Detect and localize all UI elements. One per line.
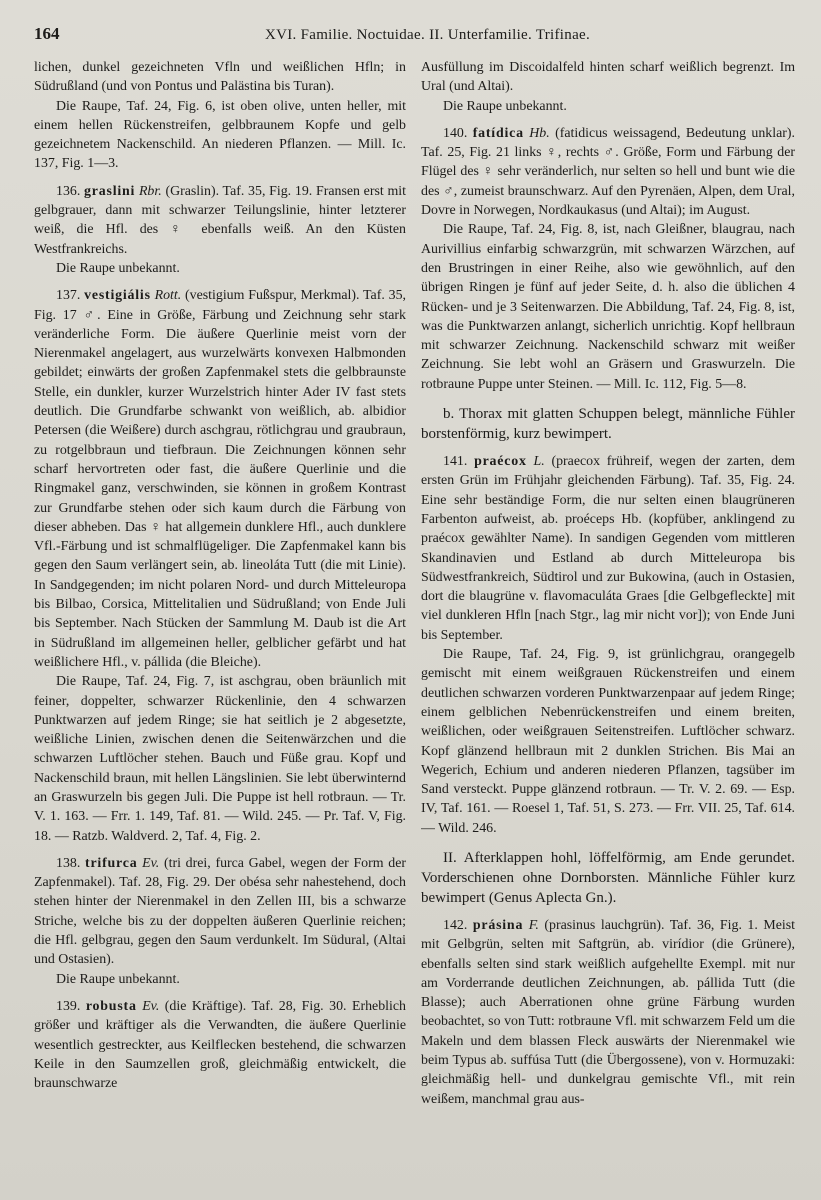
species-entry	[34, 997, 406, 1093]
species-name: graslini	[84, 183, 136, 199]
entry-text: (tri drei, furca Gabel, wegen der Form der Zapfenmakel). Taf. 28, Fig. 29. Der obésa sehr nahestehend, doch stehen hinter der Nierenmakel in den Zellen III, bis a schwarze Striche, welche bis zu der doppelten äußeren Querlinie reichen; die Hfl. gelbgrau, gegen den Saum verdunkelt. Im Südural, (Altai und Ostasien).	[34, 855, 406, 968]
entry-number: 141.	[443, 454, 475, 470]
entry-text: (die Kräftige). Taf. 28, Fig. 30. Erheblich größer und kräftiger als die Verwandten, die äußere Querlinie wesentlich gestreckter, aus Keilflecken bestehend, die schwarzen Keile in den Saumzellen groß, gleichmäßig entwickelt, die braunschwarze	[34, 998, 406, 1092]
page-number: 164	[34, 24, 60, 43]
author-abbrev: Ev.	[137, 855, 164, 871]
author-abbrev: Ev.	[136, 998, 165, 1014]
continued-paragraph: lichen, dunkel gezeichneten Vfln und weißlichen Hfln; in Südrußland (und von Pontus und Palästina bis Turan).	[34, 60, 406, 95]
author-abbrev: F.	[523, 917, 545, 933]
species-entry	[34, 182, 406, 259]
entry-number: 140.	[443, 125, 473, 141]
entry-number: 142.	[443, 917, 473, 933]
page-header	[34, 24, 791, 54]
paragraph: Die Raupe, Taf. 24, Fig. 6, ist oben olive, unten heller, mit einem hellen Rückenstreifen, gelbbraunem Kopfe und gelb gezeichnetem Nackenschild. An niederen Pflanzen. — Mill. Ic. 137, Fig. 1—3.	[34, 98, 406, 172]
entry-text: (praecox frühreif, wegen der zarten, dem ersten Grün im Frühjahr gleichenden Färbung). Taf. 35, Fig. 24. Eine sehr beständige Form, die nur selten einen blaugrüneren Farbenton aufweist, ab. proéceps Hb. (kopfüber, anklingend zu praécox gewählter Name). In sandigen Gegenden vom mittleren Skandinavien und Estland ab durch Mitteleuropa bis Südwestfrankreich, Südtirol und zur Bukowina, (auch in Ostasien, dort die blaugrüne v. flavomaculáta Graes [die Gelbgefleckte] mit viel dunkleren Hfln [nach Stgr., lag mir nicht vor]); von Ende Juni bis September.	[421, 454, 795, 643]
species-entry	[421, 124, 795, 220]
species-name: trifurca	[85, 855, 138, 871]
entry-text: (fatidicus weissagend, Bedeutung unklar). Taf. 25, Fig. 21 links ♀, rechts ♂. Größe, Form und Färbung der Flügel des ♀ sehr veränderlich, nur selten so hell und bunt wie die des ♂, zumeist braunschwarz. Auf den Pyrenäen, Alpen, dem Ural, Dovre in Norwegen, Nordkaukasus (und Altai); im August.	[421, 125, 795, 219]
entry-number: 138.	[56, 855, 86, 871]
species-entry	[421, 452, 795, 645]
species-entry	[34, 854, 406, 970]
paragraph: Die Raupe, Taf. 24, Fig. 8, ist, nach Gleißner, blaugrau, nach Aurivillius einfarbig schwarzgrün, mit schwarzen Wärzchen, auf den Brustringen in einer Reihe, also wie gewöhnlich, auf den übrigen Ringen je fünf auf jeder Seite, d. h. also die üblichen 4 Rücken- und je 3 Seitenwarzen. Die Abbildung, Taf. 24, Fig. 8, ist, was die Punktwarzen anlangt, sicherlich unrichtig. Kopf hellbraun mit schwarzer Zeichnung. Nackenschild schwarz mit weißer Zeichnung. Sie lebt wohl an Gräsern und Graswurzeln. Die rotbraune Puppe unter Steinen. — Mill. Ic. 112, Fig. 5—8.	[421, 222, 795, 392]
author-abbrev: Rbr.	[135, 183, 166, 199]
entry-text: (prasinus lauchgrün). Taf. 36, Fig. 1. Meist mit Gelbgrün, selten mit Saftgrün, ab. virídior (die Grünere), ebenfalls selten sind stark weißlich aufgehellte Exempl. mit nur am Vorderrande deutlichen Zeichnungen, ab. pállida Tutt (die Blasse); auch Aberrationen ohne grüne Färbung wurden beobachtet, so von Tutt: rotbraune Vfl. mit schwarzem Feld um die Makeln und dem blassen Fleck auswärts der Nierenmakel wie beim Typus ab. suffúsa Tutt (die Übergossene), von v. Hormuzaki: gleichmäßig hell- und dunkelgrau gemischte Vfl., mit rein weißem, manchmal grau aus-	[421, 917, 795, 1107]
entry-number: 137.	[56, 288, 85, 304]
species-name: prásina	[472, 917, 524, 933]
entry-number: 139.	[56, 998, 86, 1014]
species-entry	[421, 916, 795, 1109]
right-column	[421, 58, 795, 1186]
paragraph: Die Raupe unbekannt.	[56, 971, 180, 987]
species-entry	[34, 286, 406, 672]
author-abbrev: Hb.	[523, 125, 556, 141]
running-title: XVI. Familie. Noctuidae. II. Unterfamilie. Trifinae.	[264, 27, 591, 43]
author-abbrev: Rott.	[150, 288, 186, 304]
author-abbrev: L.	[526, 454, 552, 470]
paragraph: Die Raupe, Taf. 24, Fig. 9, ist grünlichgrau, orangegelb gemischt mit einem weißgrauen Rückenstreifen und einem deutlichen schwarzen vorderen Punktwarzenpaar auf jedem Ringe; einem gelblichen Nebenrückenstreifen und einem breiten, weißlichen, oder weißgrauen Seitenstreifen. Luftlöcher schwarz. Kopf glänzend hellbraun mit 2 dunklen Strichen. Bis Mai an Wegerich, Echium und anderen niederen Pflanzen, tagsüber im Sand versteckt. Puppe glänzend rotbraun. — Tr. V. 2. 69. — Esp. IV, Taf. 161. — Roesel 1, Taf. 51, S. 273. — Frr. VII. 25, Taf. 614. — Wild. 246.	[421, 647, 795, 836]
entry-text: (Graslin). Taf. 35, Fig. 19. Fransen erst mit gelbgrauer, dann mit schwarzer Teilungslinie, hinter letzterer weiß, die Hfl. des ♀ ebenfalls weiß. An den Küsten Westfrankreichs.	[34, 183, 406, 257]
paragraph: Die Raupe unbekannt.	[56, 260, 180, 276]
left-column	[34, 58, 406, 1186]
paragraph: Die Raupe unbekannt.	[443, 98, 567, 114]
species-name: fatídica	[472, 125, 524, 141]
species-name: praécox	[474, 454, 527, 470]
paragraph: Die Raupe, Taf. 24, Fig. 7, ist aschgrau, oben bräunlich mit feiner, doppelter, schwarzer Rückenlinie, den 4 schwarzen Punktwarzen auf jedem Ringe; sie hat seitlich je 2 abgesetzte, weißliche Linien, zwischen denen die Seitenwärzchen und die schwarzen Luftlöcher stehen. Bauch und Füße grau. Kopf und Nackenschild braun, mit hellen Längslinien. Sie lebt überwinternd an Graswurzeln bis gegen Juli. Die Puppe ist hell rotbraun. — Tr. V. 1. 163. — Frr. 1. 149, Taf. 81. — Wild. 245. — Pr. Taf. V, Fig. 18. — Ratzb. Waldverd. 2, Taf. 4, Fig. 2.	[34, 674, 406, 844]
continued-paragraph: Ausfüllung im Discoidalfeld hinten scharf weißlich begrenzt. Im Ural (und Altai).	[421, 60, 795, 95]
species-name: robusta	[85, 998, 137, 1014]
species-name: vestigiális	[84, 288, 151, 304]
section-heading: II. Afterklappen hohl, löffelförmig, am Ende gerundet. Vorderschienen ohne Dornborsten. Männliche Fühler kurz bewimpert (Genus Aplecta Gn.).	[421, 849, 795, 906]
section-heading: b. Thorax mit glatten Schuppen belegt, männliche Fühler borstenförmig, kurz bewimpert.	[421, 406, 795, 443]
entry-number: 136.	[56, 183, 85, 199]
entry-text: (vestigium Fußspur, Merkmal). Taf. 35, Fig. 17 ♂. Eine in Größe, Färbung und Zeichnung sehr stark veränderliche Form. Die äußere Querlinie meist vorn der Nierenmakel angelagert, aus wurzelwärts konvexen Halbmonden gebildet; einwärts der großen Zapfenmakel stets die gelbbraunste Stelle, ein dunkler, kurzer Wurzelstrich hinter Ader IV fast stets deutlich. Die Grundfarbe schwankt von weißlich, ab. albidior Petersen (die Weißere) durch aschgrau, rötlichgrau und graubraun, zu rotgelbbraun und tiefbraun. Die Zeichnungen können sehr scharf hervortreten oder fast, die äußere Querlinie und die Ringmakel ganz, verschwinden, sie können in großem Kontrast zur Grundfarbe stehen oder sich kaum durch die Färbung von dieser abheben. Das ♀ hat allgemein dunklere Hfl., auch dunklere Vfl.-Färbung und ist schmalflügeliger. Die Zapfenmakel kann bis gegen den Saum verlängert sein, ab. lineoláta Tutt (die mit Linie). In Sandgegenden; im nicht polaren Nord- und durch Mitteleuropa bis Bilbao, Corsica, Mittelitalien und Südrußland; von Ende Juli bis September. Nach Stücken der Sammlung M. Daub ist die Art in Südrußland im allgemeinen heller, gelblicher gefärbt und hat weißlichere Hfl., v. pállida (die Bleiche).	[34, 288, 406, 670]
